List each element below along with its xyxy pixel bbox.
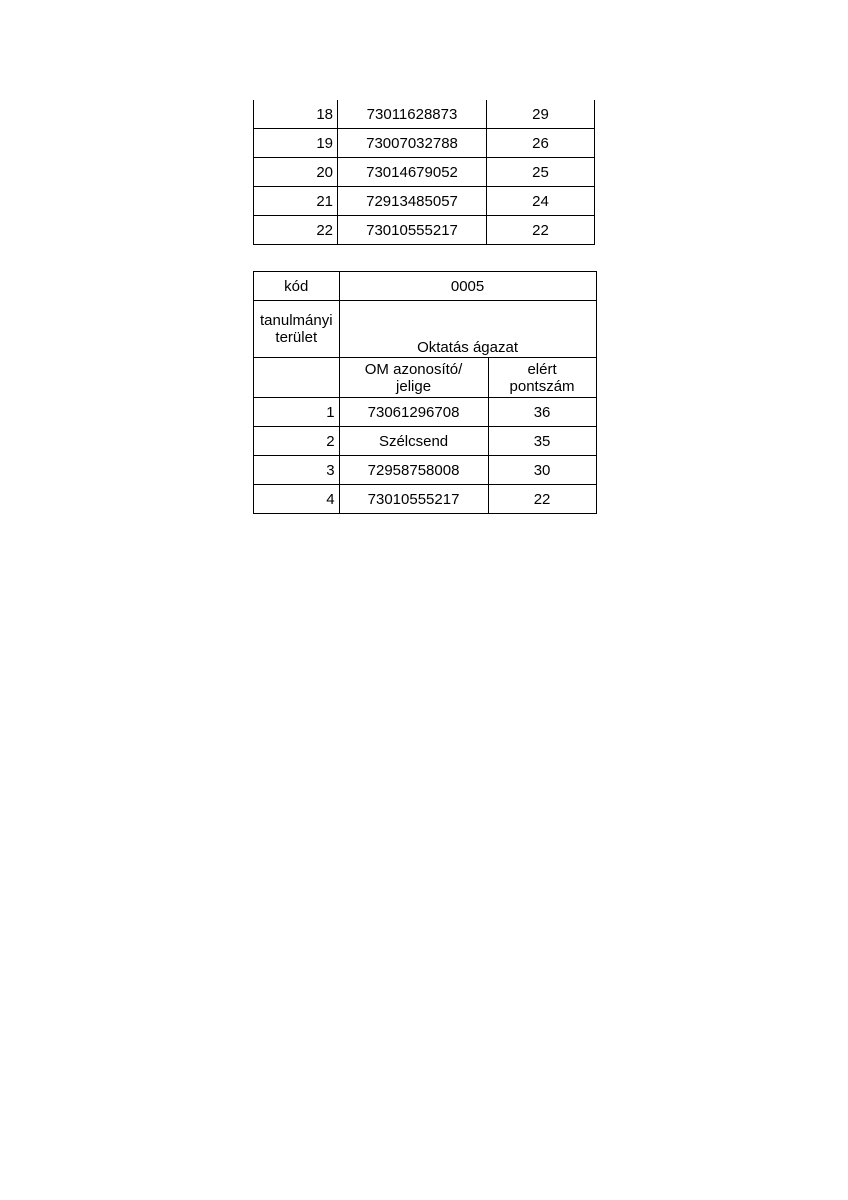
area-name: Oktatás ágazat	[339, 301, 596, 358]
area-label: tanulmányi terület	[254, 301, 340, 358]
points-cell: 36	[488, 398, 596, 427]
table-row	[254, 456, 597, 485]
om-id-cell: 73061296708	[339, 398, 488, 427]
points-cell: 22	[488, 485, 596, 514]
points-header: elért pontszám	[488, 358, 596, 398]
points-cell: 35	[488, 427, 596, 456]
points-cell: 29	[487, 100, 595, 129]
om-id-cell: 73010555217	[338, 216, 487, 245]
om-id-cell: 73014679052	[338, 158, 487, 187]
table-row	[254, 100, 595, 129]
column-header-row	[254, 358, 597, 398]
rank-cell: 2	[254, 427, 340, 456]
om-id-header: OM azonosító/ jelige	[339, 358, 488, 398]
table-row	[254, 187, 595, 216]
code-value: 0005	[339, 272, 596, 301]
table-row	[254, 216, 595, 245]
points-cell: 25	[487, 158, 595, 187]
rank-cell: 21	[254, 187, 338, 216]
results-table-continuation	[253, 100, 595, 245]
om-id-cell: 73011628873	[338, 100, 487, 129]
om-id-cell: 73010555217	[339, 485, 488, 514]
rank-cell: 1	[254, 398, 340, 427]
rank-cell: 20	[254, 158, 338, 187]
points-cell: 30	[488, 456, 596, 485]
om-id-cell: 72958758008	[339, 456, 488, 485]
rank-cell: 18	[254, 100, 338, 129]
table-row	[254, 427, 597, 456]
om-id-cell: 72913485057	[338, 187, 487, 216]
om-id-cell: 73007032788	[338, 129, 487, 158]
code-row	[254, 272, 597, 301]
points-cell: 24	[487, 187, 595, 216]
rank-cell: 4	[254, 485, 340, 514]
results-table-area-0005	[253, 271, 597, 514]
table-row	[254, 129, 595, 158]
rank-header	[254, 358, 340, 398]
area-row	[254, 301, 597, 358]
code-label: kód	[254, 272, 340, 301]
table-row	[254, 158, 595, 187]
points-cell: 22	[487, 216, 595, 245]
table-row	[254, 485, 597, 514]
points-cell: 26	[487, 129, 595, 158]
table-row	[254, 398, 597, 427]
rank-cell: 3	[254, 456, 340, 485]
rank-cell: 22	[254, 216, 338, 245]
rank-cell: 19	[254, 129, 338, 158]
om-id-cell: Szélcsend	[339, 427, 488, 456]
